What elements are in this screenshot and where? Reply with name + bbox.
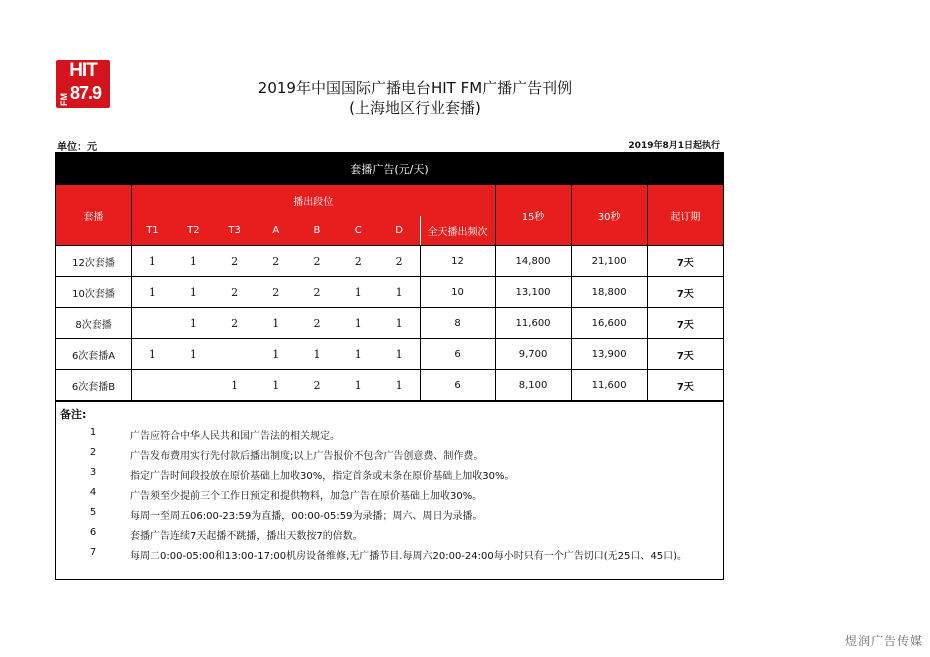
row-package: 8次套播 [56, 308, 132, 339]
row-period: 7天 [647, 339, 723, 370]
row-price-30s: 18,800 [571, 277, 647, 308]
slot-header-t3: T3 [214, 216, 255, 246]
page-title [200, 78, 630, 118]
slot-value: 2 [214, 246, 255, 277]
row-period: 7天 [647, 308, 723, 339]
table-row [56, 277, 724, 308]
note-item [56, 447, 723, 463]
slot-header-t1: T1 [132, 216, 173, 246]
notes-heading: 备注: [60, 408, 87, 421]
note-number: 1 [89, 427, 97, 438]
logo-band: FM [59, 93, 69, 106]
row-price-30s: 13,900 [571, 339, 647, 370]
rate-table [55, 152, 724, 401]
title-line2: (上海地区行业套播) [349, 99, 481, 117]
row-total: 12 [420, 246, 495, 277]
title-line1: 2019年中国国际广播电台HIT FM广播广告刊例 [257, 79, 573, 97]
slot-value: 1 [338, 370, 379, 401]
col-30s-header: 30秒 [571, 185, 647, 246]
row-price-15s: 9,700 [495, 339, 571, 370]
row-period: 7天 [647, 246, 723, 277]
slot-value [173, 370, 214, 401]
slot-header-d: D [379, 216, 420, 246]
table-row [56, 370, 724, 401]
row-price-15s: 14,800 [495, 246, 571, 277]
note-text: 指定广告时间段投放在原价基础上加收30%，指定首条或末条在原价基础上加收30%。 [130, 471, 515, 482]
slot-value: 1 [173, 246, 214, 277]
slot-value: 2 [296, 308, 337, 339]
col-period-header: 起订期 [647, 185, 723, 246]
hitfm-logo [56, 60, 110, 108]
slot-value: 1 [214, 370, 255, 401]
row-price-30s: 16,600 [571, 308, 647, 339]
note-text: 广告应符合中华人民共和国广告法的相关规定。 [130, 431, 340, 442]
row-price-15s: 13,100 [495, 277, 571, 308]
note-number: 6 [89, 527, 97, 538]
row-price-30s: 21,100 [571, 246, 647, 277]
slot-value: 1 [338, 308, 379, 339]
slot-value: 2 [296, 277, 337, 308]
row-package: 12次套播 [56, 246, 132, 277]
note-item [56, 487, 723, 503]
note-number: 3 [89, 467, 97, 478]
slot-value: 1 [132, 277, 173, 308]
slot-value: 2 [379, 246, 420, 277]
row-total: 10 [420, 277, 495, 308]
table-row [56, 246, 724, 277]
slot-header-t2: T2 [173, 216, 214, 246]
slot-value: 1 [379, 339, 420, 370]
logo-frequency: 87.9 [70, 83, 102, 103]
note-item [56, 547, 723, 563]
slot-value: 1 [379, 308, 420, 339]
note-text: 广告须至少提前三个工作日预定和提供物料，加急广告在原价基础上加收30%。 [130, 491, 483, 502]
slot-header-a: A [255, 216, 296, 246]
slot-value: 1 [379, 277, 420, 308]
slot-value: 1 [132, 339, 173, 370]
slot-value: 1 [173, 339, 214, 370]
table-banner: 套播广告(元/天) [56, 153, 724, 185]
slot-value: 2 [255, 246, 296, 277]
row-price-15s: 11,600 [495, 308, 571, 339]
slot-header-c: C [338, 216, 379, 246]
row-package: 6次套播A [56, 339, 132, 370]
row-package: 10次套播 [56, 277, 132, 308]
slot-header-b: B [296, 216, 337, 246]
slot-value: 1 [338, 277, 379, 308]
row-package: 6次套播B [56, 370, 132, 401]
note-text: 套播广告连续7天起播不跳播，播出天数按7的倍数。 [130, 531, 363, 542]
note-number: 5 [89, 507, 97, 518]
notes-box [55, 400, 724, 580]
note-text: 广告发布费用实行先付款后播出制度;以上广告报价不包含广告创意费、制作费。 [130, 451, 484, 462]
slot-value [132, 308, 173, 339]
note-text: 每周一至周五06:00-23:59为直播，00:00-05:59为录播；周六、周日为录播。 [130, 511, 483, 522]
logo-brand: HIT [69, 60, 97, 81]
slot-value: 1 [255, 308, 296, 339]
note-item [56, 527, 723, 543]
slot-value: 2 [255, 277, 296, 308]
slot-value: 2 [214, 308, 255, 339]
unit-label: 单位：元 [57, 142, 97, 153]
note-item [56, 467, 723, 483]
slot-value: 2 [296, 370, 337, 401]
watermark: 煜润广告传媒 [844, 634, 923, 648]
slot-value: 1 [255, 339, 296, 370]
slot-value [214, 339, 255, 370]
slot-value: 1 [296, 339, 337, 370]
table-row [56, 308, 724, 339]
note-number: 7 [89, 547, 97, 558]
note-number: 2 [89, 447, 97, 458]
col-15s-header: 15秒 [495, 185, 571, 246]
row-period: 7天 [647, 277, 723, 308]
slot-value: 1 [338, 339, 379, 370]
row-total: 6 [420, 370, 495, 401]
note-number: 4 [89, 487, 97, 498]
col-package-header: 套播 [56, 185, 132, 246]
row-price-15s: 8,100 [495, 370, 571, 401]
slot-value: 1 [173, 277, 214, 308]
row-total: 6 [420, 339, 495, 370]
note-item [56, 427, 723, 443]
slot-value: 2 [296, 246, 337, 277]
col-slots-header: 播出段位 [132, 185, 495, 216]
slot-value: 1 [255, 370, 296, 401]
slot-value: 1 [173, 308, 214, 339]
slot-value: 1 [132, 246, 173, 277]
slot-value: 1 [379, 370, 420, 401]
row-total: 8 [420, 308, 495, 339]
table-row [56, 339, 724, 370]
note-item [56, 507, 723, 523]
row-period: 7天 [647, 370, 723, 401]
row-price-30s: 11,600 [571, 370, 647, 401]
col-total-header: 全天播出频次 [420, 216, 495, 246]
note-text: 每周二0:00-05:00和13:00-17:00机房设备维修,无广播节目.每周六20:00-24:00每小时只有一个广告切口(无25口、45口)。 [130, 551, 687, 562]
slot-value: 2 [214, 277, 255, 308]
slot-value [132, 370, 173, 401]
effective-date: 2019年8月1日起执行 [628, 141, 720, 151]
slot-value: 2 [338, 246, 379, 277]
